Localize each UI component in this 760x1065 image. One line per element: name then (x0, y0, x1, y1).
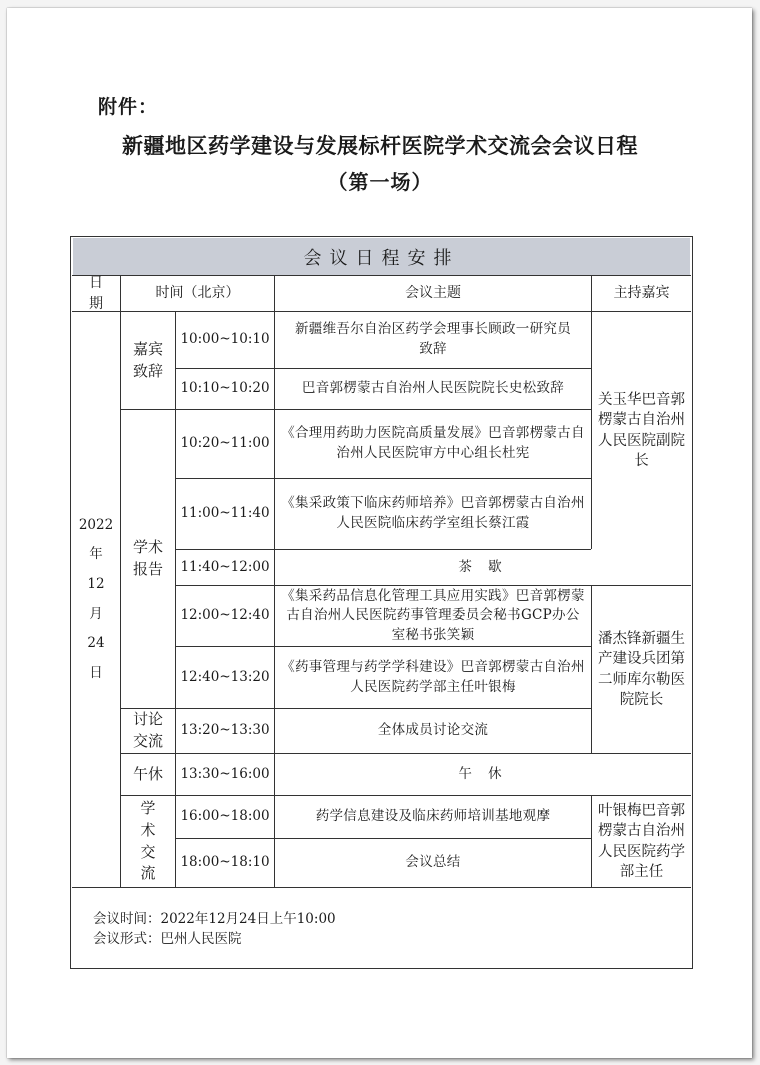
host-cell: 潘杰锋新疆生产建设兵团第二师库尔勒医院院长 (598, 630, 685, 708)
time-cell: 10:10~10:20 (180, 380, 270, 397)
time-cell: 13:30~16:00 (180, 765, 270, 782)
time-cell: 12:40~13:20 (180, 668, 270, 685)
topic-cell: 《合理用药助力医院高质量发展》巴音郭楞蒙古自治州人民医院审方中心组长杜宪 (281, 425, 585, 461)
group-exchange: 学术交流 (140, 799, 156, 883)
host-cell: 叶银梅巴音郭楞蒙古自治州人民医院药学部主任 (598, 802, 685, 880)
time-cell: 11:00~11:40 (180, 505, 270, 522)
topic-cell: 《药事管理与药学学科建设》巴音郭楞蒙古自治州人民医院药学部主任叶银梅 (281, 658, 585, 695)
time-cell: 10:20~11:00 (180, 435, 270, 452)
meeting-info (93, 910, 336, 949)
header-date: 日期 (89, 275, 103, 312)
document-subtitle: （第一场） (327, 170, 433, 194)
topic-cell: 药学信息建设及临床药师培训基地观摩 (315, 808, 551, 825)
header-topic: 会议主题 (405, 285, 461, 302)
meeting-time-line: 会议时间：2022年12月24日上午10:00 (93, 911, 336, 927)
time-cell: 18:00~18:10 (180, 854, 270, 871)
lunch-break-cell: 午 休 (458, 765, 508, 782)
topic-cell: 巴音郭楞蒙古自治州人民医院院长史松致辞 (301, 380, 565, 397)
topic-cell: 新疆维吾尔自治区药学会理事长顾政一研究员致辞 (295, 321, 571, 357)
meeting-form-line: 会议形式：巴州人民医院 (93, 930, 242, 947)
header-time: 时间（北京） (155, 285, 240, 302)
time-cell: 10:00~10:10 (180, 331, 270, 348)
group-welcome: 嘉宾致辞 (132, 339, 163, 380)
meeting-date: 2022 年 12 月 24 日 (78, 516, 114, 681)
group-report: 学术报告 (132, 538, 163, 578)
topic-cell: 《集采药品信息化管理工具应用实践》巴音郭楞蒙古自治州人民医院药事管理委员会秘书GCP办公室秘书张笑颖 (281, 587, 585, 643)
document-title: 新疆地区药学建设与发展标杆医院学术交流会会议日程 (122, 133, 638, 158)
group-lunch: 午休 (132, 764, 163, 783)
header-host: 主持嘉宾 (613, 285, 670, 302)
group-discussion: 讨论交流 (132, 710, 163, 750)
topic-cell: 全体成员讨论交流 (377, 722, 489, 739)
topic-cell: 《集采政策下临床药师培养》巴音郭楞蒙古自治州人民医院临床药学室组长蔡江霞 (281, 495, 585, 531)
time-cell: 13:20~13:30 (180, 722, 270, 739)
tea-break-cell: 茶 歇 (458, 558, 508, 575)
time-cell: 11:40~12:00 (180, 558, 270, 575)
table-banner: 会议日程安排 (73, 238, 690, 276)
time-cell: 16:00~18:00 (180, 808, 270, 825)
topic-cell: 会议总结 (405, 854, 461, 871)
time-cell: 12:00~12:40 (180, 607, 270, 624)
attachment-label: 附件： (98, 96, 159, 118)
host-cell: 关玉华巴音郭楞蒙古自治州人民医院副院长 (598, 391, 685, 469)
